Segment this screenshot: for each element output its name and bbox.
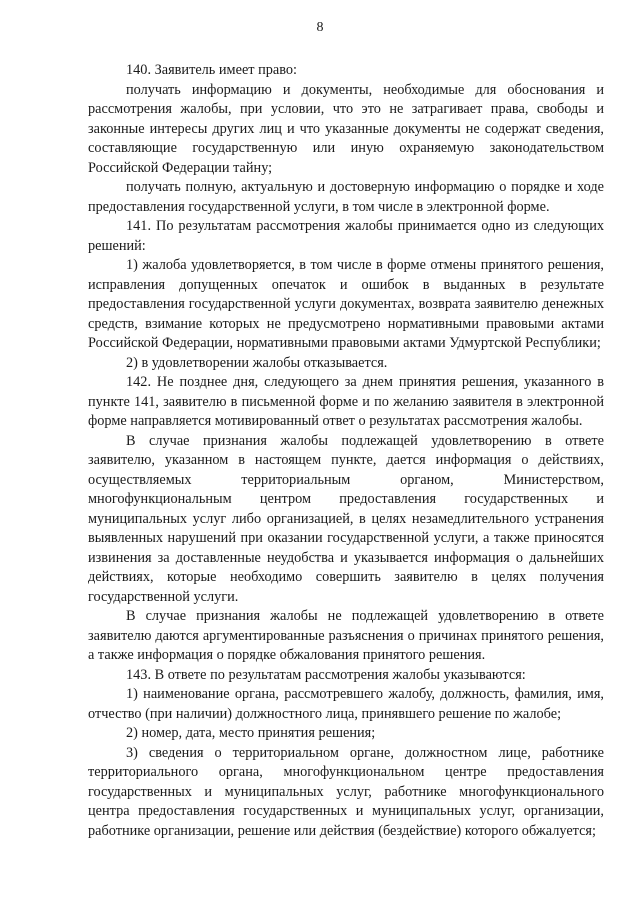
- paragraph-140-item-1: получать информацию и документы, необходимые для обоснования и рассмотрения жалобы, при условии, что это не затрагивает права, свободы и законные интересы других лиц и что указанные документы не содержат сведения, составляющие государственную или иную охраняемую законодательством Российской Федерации тайну;: [88, 81, 604, 176]
- paragraph-143-item-3: 3) сведения о территориальном органе, должностном лице, работнике территориального органа, многофункциональном центре предоставления государственных и муниципальных услуг, работнике многофункционального центра предоставления государственных и муниципальных услуг, организации, работнике организации, решение или действия (бездействие) которого обжалуется;: [88, 744, 604, 839]
- paragraph-142-rejected: В случае признания жалобы не подлежащей удовлетворению в ответе заявителю даются аргументированные разъяснения о причинах принятого решения, а также информация о порядке обжалования принятого решения.: [88, 608, 604, 663]
- paragraph-141: 141. По результатам рассмотрения жалобы принимается одно из следующих решений:: [88, 218, 604, 254]
- paragraph-142: 142. Не позднее дня, следующего за днем принятия решения, указанного в пункте 141, заявителю в письменной форме и по желанию заявителя в электронной форме направляется мотивированный ответ о результатах рассмотрения жалобы.: [88, 374, 604, 429]
- paragraph-140: 140. Заявитель имеет право:: [126, 62, 298, 78]
- document-body: [88, 61, 604, 841]
- paragraph-143-item-1: 1) наименование органа, рассмотревшего жалобу, должность, фамилия, имя, отчество (при наличии) должностного лица, принявшего решение по жалобе;: [88, 686, 604, 722]
- paragraph-140-item-2: получать полную, актуальную и достоверную информацию о порядке и ходе предоставления государственной услуги, в том числе в электронной форме.: [88, 179, 604, 215]
- paragraph-143: 143. В ответе по результатам рассмотрения жалобы указываются:: [126, 666, 526, 683]
- paragraph-142-satisfied: В случае признания жалобы подлежащей удовлетворению в ответе заявителю, указанном в настоящем пункте, дается информация о действиях, осуществляемых территориальным органом, Министерством, многофункциональным центром предоставления государственных и муниципальных услуг либо организацией, в целях незамедлительного устранения выявленных нарушений при оказании государственной услуги, а также приносятся извинения за доставленные неудобства и указывается информация о дальнейших действиях, которые необходимо совершить заявителю в целях получения государственной услуги.: [88, 432, 604, 605]
- paragraph-143-item-2: 2) номер, дата, место принятия решения;: [126, 725, 376, 741]
- paragraph-141-item-1: 1) жалоба удовлетворяется, в том числе в форме отмены принятого решения, исправления допущенных опечаток и ошибок в выданных в результате предоставления государственной услуги документах, возврата заявителю денежных средств, взимание которых не предусмотрено нормативными правовыми актами Российской Федерации, нормативными правовыми актами Удмуртской Республики;: [88, 257, 604, 351]
- paragraph-141-item-2: 2) в удовлетворении жалобы отказывается.: [126, 354, 388, 371]
- page-number: 8: [316, 20, 324, 35]
